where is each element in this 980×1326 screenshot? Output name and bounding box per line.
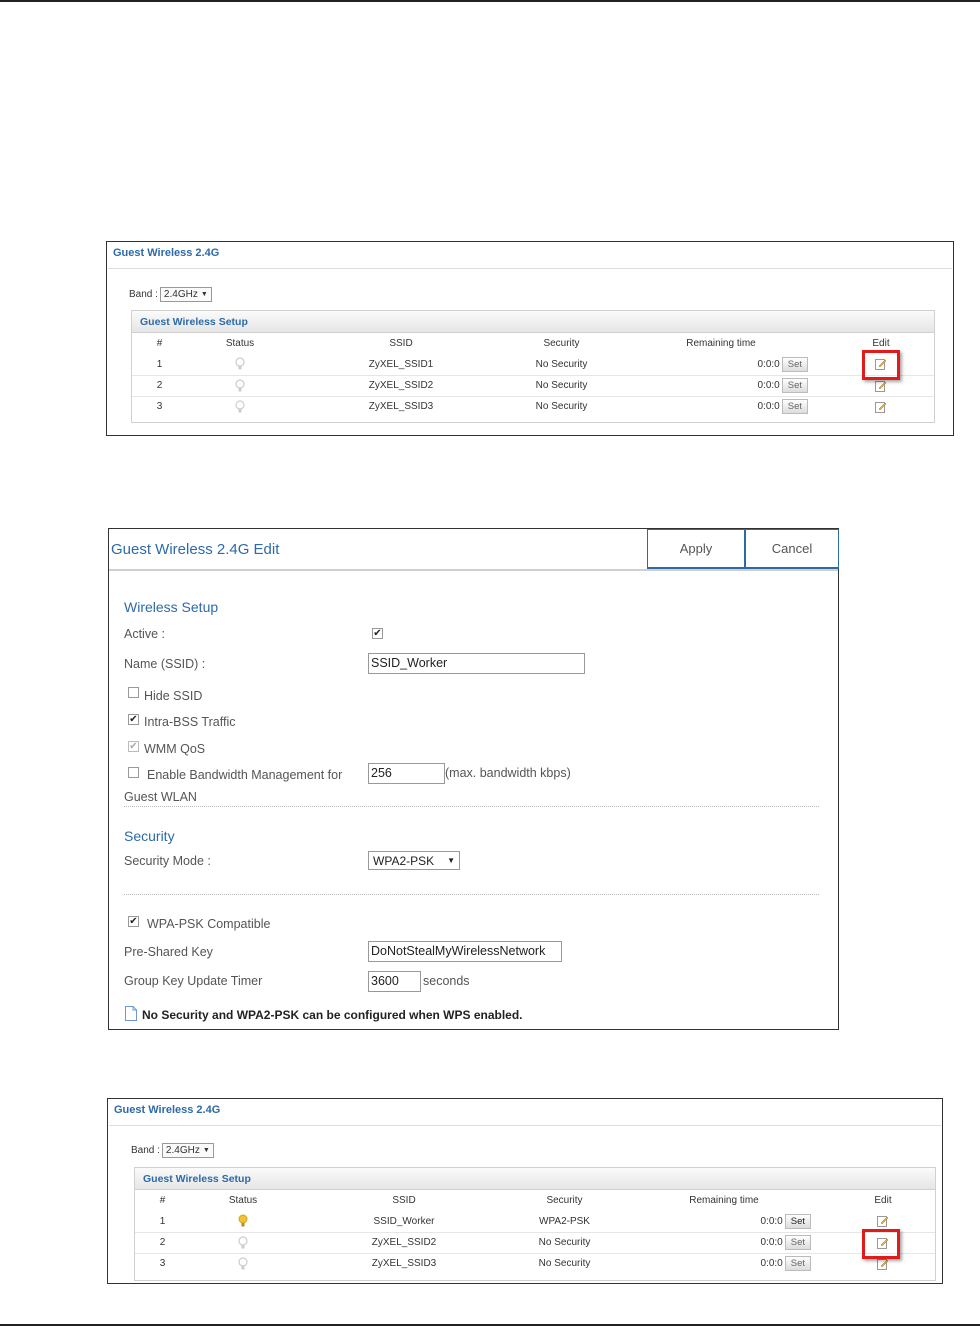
ssid-name-input[interactable]: SSID_Worker bbox=[368, 653, 585, 674]
security-cell: No Security bbox=[509, 375, 614, 396]
section-divider bbox=[124, 894, 819, 895]
bandwidth-mgmt-checkbox[interactable] bbox=[128, 767, 139, 778]
remaining-time-cell bbox=[617, 1211, 831, 1232]
edit-icon[interactable] bbox=[877, 1258, 889, 1270]
row-num: 1 bbox=[132, 354, 187, 375]
hide-ssid-label: Hide SSID bbox=[144, 689, 203, 703]
band-row bbox=[129, 287, 212, 302]
edit-cell bbox=[828, 396, 934, 417]
remaining-time-cell bbox=[614, 396, 828, 417]
wpa-psk-compatible-label: WPA-PSK Compatible bbox=[147, 917, 271, 931]
col-header-ssid: SSID bbox=[389, 338, 413, 349]
set-button[interactable]: Set bbox=[785, 1214, 811, 1229]
security-cell: No Security bbox=[535, 401, 588, 413]
panel-title: Guest Wireless 2.4G bbox=[113, 247, 220, 259]
wmm-qos-label: WMM QoS bbox=[144, 742, 206, 756]
col-header-security: Security bbox=[543, 338, 580, 349]
status-cell bbox=[187, 375, 293, 396]
guest-wireless-panel-top bbox=[106, 241, 954, 436]
wireless-setup-heading: Wireless Setup bbox=[124, 599, 219, 615]
remaining-time: 0:0:0 bbox=[760, 1258, 783, 1270]
col-header-status: Status bbox=[225, 338, 255, 349]
bandwidth-mgmt-label: Enable Bandwidth Management for bbox=[147, 768, 343, 782]
ssid-table bbox=[132, 333, 934, 417]
group-key-timer-input[interactable]: 3600 bbox=[368, 971, 421, 992]
table-header-row bbox=[132, 333, 934, 354]
col-header-num: # bbox=[156, 338, 163, 349]
remaining-time: 0:0:0 bbox=[760, 1237, 783, 1248]
guest-wireless-setup-box bbox=[134, 1167, 936, 1281]
intra-bss-checkbox[interactable]: ✔ bbox=[129, 714, 138, 725]
edit-highlight-box bbox=[862, 1229, 900, 1259]
security-cell: No Security bbox=[509, 354, 614, 375]
security-heading: Security bbox=[124, 828, 175, 844]
band-value: 2.4GHz bbox=[163, 289, 198, 300]
security-cell: No Security bbox=[512, 1232, 617, 1253]
bandwidth-mgmt-label-cont: Guest WLAN bbox=[124, 790, 197, 804]
table-row bbox=[132, 354, 934, 375]
ssid-cell: ZyXEL_SSID2 bbox=[293, 375, 509, 396]
remaining-time-cell bbox=[617, 1253, 831, 1274]
ssid-cell: ZyXEL_SSID3 bbox=[368, 401, 434, 413]
col-header-ssid: SSID bbox=[392, 1195, 416, 1206]
status-cell bbox=[190, 1211, 296, 1232]
guest-wireless-edit-dialog bbox=[108, 528, 839, 1030]
dropdown-arrow-icon: ▼ bbox=[202, 1147, 210, 1154]
table-header-row bbox=[135, 1190, 935, 1211]
edit-icon[interactable] bbox=[875, 380, 887, 392]
active-label: Active : bbox=[124, 627, 165, 641]
remaining-time: 0:0:0 bbox=[757, 401, 780, 413]
band-select[interactable] bbox=[162, 1143, 214, 1158]
pre-shared-key-input[interactable]: DoNotStealMyWirelessNetwork bbox=[368, 941, 562, 962]
table-row bbox=[132, 375, 934, 396]
ssid-cell: ZyXEL_SSID2 bbox=[296, 1232, 512, 1253]
bulb-off-icon bbox=[235, 400, 245, 414]
remaining-time-cell bbox=[614, 354, 828, 375]
status-cell bbox=[190, 1253, 296, 1274]
table-row bbox=[135, 1232, 935, 1253]
row-num: 3 bbox=[159, 1258, 166, 1270]
wmm-qos-checkbox: ✔ bbox=[129, 741, 138, 752]
apply-button[interactable]: Apply bbox=[647, 529, 745, 569]
bulb-off-icon bbox=[238, 1236, 248, 1250]
col-header-security: Security bbox=[546, 1195, 583, 1206]
ssid-table bbox=[135, 1190, 935, 1274]
dropdown-arrow-icon: ▼ bbox=[200, 291, 208, 298]
ssid-cell: ZyXEL_SSID3 bbox=[371, 1258, 437, 1270]
security-mode-value: WPA2-PSK bbox=[373, 853, 435, 868]
hide-ssid-checkbox[interactable] bbox=[128, 687, 139, 698]
bulb-off-icon bbox=[235, 379, 245, 393]
note-icon bbox=[125, 1006, 137, 1021]
band-label: Band : bbox=[129, 289, 158, 300]
group-key-timer-unit: seconds bbox=[423, 974, 470, 988]
row-num: 2 bbox=[132, 375, 187, 396]
status-cell bbox=[187, 396, 293, 417]
bandwidth-unit: (max. bandwidth kbps) bbox=[445, 766, 571, 780]
col-header-remaining-time: Remaining time bbox=[686, 338, 756, 349]
setup-title: Guest Wireless Setup bbox=[132, 311, 934, 333]
active-checkbox[interactable]: ✔ bbox=[373, 628, 382, 639]
bandwidth-input[interactable]: 256 bbox=[368, 763, 445, 784]
security-mode-select[interactable] bbox=[368, 851, 460, 870]
set-button[interactable]: Set bbox=[782, 378, 808, 393]
set-button[interactable]: Set bbox=[785, 1235, 811, 1250]
panel-title: Guest Wireless 2.4G bbox=[114, 1104, 221, 1116]
band-value: 2.4GHz bbox=[165, 1145, 200, 1156]
setup-title: Guest Wireless Setup bbox=[135, 1168, 935, 1190]
set-button[interactable]: Set bbox=[782, 399, 808, 414]
set-button[interactable]: Set bbox=[782, 357, 808, 372]
intra-bss-label: Intra-BSS Traffic bbox=[144, 715, 236, 729]
divider bbox=[108, 268, 952, 269]
cancel-button[interactable]: Cancel bbox=[745, 529, 839, 569]
row-num: 1 bbox=[135, 1211, 190, 1232]
col-header-edit: Edit bbox=[872, 338, 890, 349]
remaining-time: 0:0:0 bbox=[757, 358, 780, 370]
edit-icon[interactable] bbox=[877, 1215, 889, 1227]
bulb-off-icon bbox=[238, 1257, 248, 1271]
col-header-edit: Edit bbox=[874, 1195, 892, 1206]
page-top-rule bbox=[0, 0, 980, 2]
remaining-time-cell bbox=[617, 1232, 831, 1253]
table-row bbox=[135, 1211, 935, 1232]
security-cell: No Security bbox=[538, 1258, 591, 1270]
band-label: Band : bbox=[131, 1145, 160, 1156]
remaining-time: 0:0:0 bbox=[757, 380, 780, 391]
bulb-on-icon bbox=[238, 1214, 248, 1228]
pre-shared-key-label: Pre-Shared Key bbox=[124, 945, 213, 959]
status-cell bbox=[187, 354, 293, 375]
wpa-psk-compatible-checkbox[interactable]: ✔ bbox=[129, 916, 138, 927]
status-cell bbox=[190, 1232, 296, 1253]
table-row bbox=[132, 396, 934, 417]
wps-note: No Security and WPA2-PSK can be configured when WPS enabled. bbox=[142, 1008, 523, 1022]
bulb-off-icon bbox=[235, 357, 245, 371]
remaining-time: 0:0:0 bbox=[760, 1215, 783, 1227]
divider bbox=[109, 1125, 941, 1126]
edit-highlight-box bbox=[862, 350, 900, 380]
group-key-timer-label: Group Key Update Timer bbox=[124, 974, 263, 988]
edit-icon[interactable] bbox=[875, 401, 887, 413]
set-button[interactable]: Set bbox=[785, 1256, 811, 1271]
guest-wireless-setup-box bbox=[131, 310, 935, 423]
table-row bbox=[135, 1253, 935, 1274]
section-divider bbox=[124, 806, 819, 807]
col-header-num: # bbox=[159, 1195, 166, 1206]
col-header-status: Status bbox=[228, 1195, 258, 1206]
band-row bbox=[131, 1143, 214, 1158]
ssid-cell: ZyXEL_SSID1 bbox=[293, 354, 509, 375]
security-mode-label: Security Mode : bbox=[124, 854, 211, 868]
col-header-remaining-time: Remaining time bbox=[689, 1195, 759, 1206]
header-divider bbox=[109, 569, 838, 571]
row-num: 2 bbox=[135, 1232, 190, 1253]
dropdown-arrow-icon: ▼ bbox=[447, 856, 455, 865]
security-cell: WPA2-PSK bbox=[512, 1211, 617, 1232]
ssid-name-label: Name (SSID) : bbox=[124, 657, 206, 671]
row-num: 3 bbox=[156, 401, 163, 413]
remaining-time-cell bbox=[614, 375, 828, 396]
guest-wireless-panel-bottom bbox=[107, 1098, 943, 1284]
ssid-cell: SSID_Worker bbox=[296, 1211, 512, 1232]
dialog-title: Guest Wireless 2.4G Edit bbox=[111, 541, 280, 558]
band-select[interactable] bbox=[160, 287, 212, 302]
